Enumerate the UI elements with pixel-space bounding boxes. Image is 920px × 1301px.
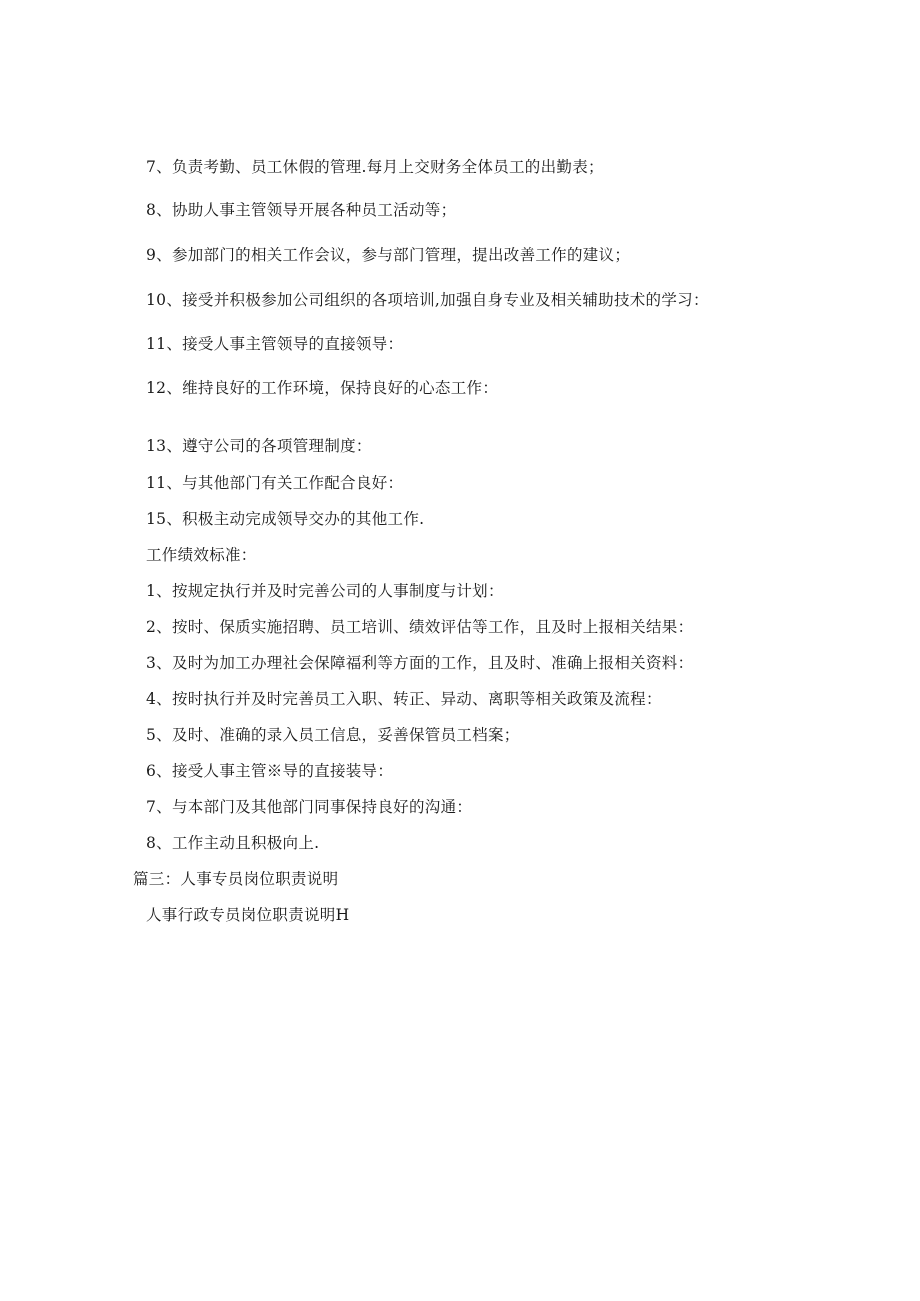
section-subtitle: 人事行政专员岗位职责说明H xyxy=(146,906,350,924)
standard-item-1: 1、按规定执行并及时完善公司的人事制度与计划： xyxy=(146,582,504,600)
duty-item-15: 15、积极主动完成领导交办的其他工作. xyxy=(146,510,425,528)
standard-item-6: 6、接受人事主管※导的直接装导： xyxy=(146,762,394,780)
duty-item-9: 9、参加部门的相关工作会议，参与部门管理，提出改善工作的建议； xyxy=(146,246,631,264)
duty-item-8: 8、协助人事主管领导开展各种员工活动等； xyxy=(146,201,457,219)
duty-item-11: 11、接受人事主管领导的直接领导： xyxy=(146,335,404,353)
performance-standards-heading: 工作绩效标准： xyxy=(146,546,257,564)
duty-item-12: 12、维持良好的工作环境，保持良好的心态工作： xyxy=(146,379,499,397)
section-heading: 篇三：人事专员岗位职责说明 xyxy=(133,870,339,888)
duty-item-14: 11、与其他部门有关工作配合良好： xyxy=(146,474,404,492)
standard-item-5: 5、及时、准确的录入员工信息，妥善保管员工档案； xyxy=(146,726,520,744)
standard-item-8: 8、工作主动且积极向上. xyxy=(146,834,320,852)
duty-item-7: 7、负责考勤、员工休假的管理.每月上交财务全体员工的出勤表； xyxy=(146,158,604,176)
duty-item-10: 10、接受并积极参加公司组织的各项培训,加强自身专业及相关辅助技术的学习： xyxy=(146,291,709,309)
standard-item-2: 2、按时、保质实施招聘、员工培训、绩效评估等工作，且及时上报相关结果： xyxy=(146,618,694,636)
duty-item-13: 13、遵守公司的各项管理制度： xyxy=(146,437,372,455)
standard-item-7: 7、与本部门及其他部门同事保持良好的沟通： xyxy=(146,798,473,816)
standard-item-4: 4、按时执行并及时完善员工入职、转正、异动、离职等相关政策及流程： xyxy=(146,690,662,708)
standard-item-3: 3、及时为加工办理社会保障福利等方面的工作，且及时、准确上报相关资料： xyxy=(146,654,694,672)
